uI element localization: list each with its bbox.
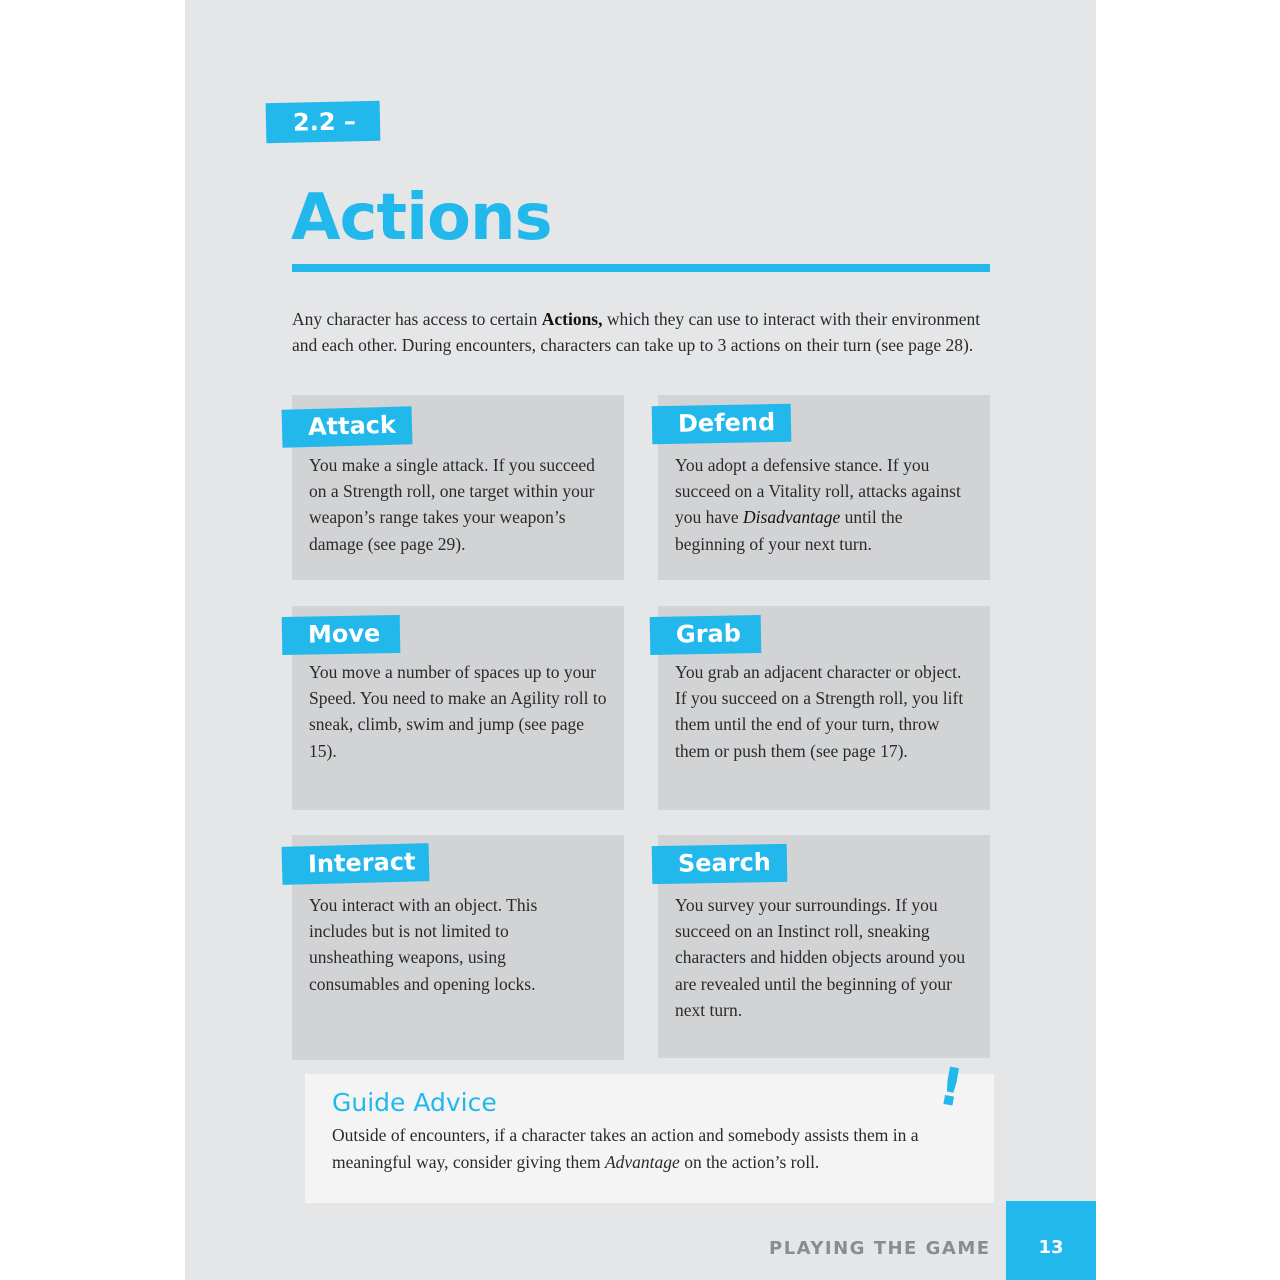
action-card-text bbox=[675, 452, 975, 557]
title-underline bbox=[292, 264, 990, 272]
action-label: Move bbox=[307, 619, 381, 649]
action-card-text: You interact with an object. This includes but is not limited to unsheathing weapons, using consumables and opening locks. bbox=[309, 895, 538, 994]
guide-advice-italic-term: Advantage bbox=[604, 1152, 680, 1172]
action-label-tag-attack bbox=[282, 406, 413, 447]
action-label: Interact bbox=[307, 847, 416, 879]
guide-advice-text-start: Outside of encounters, if a character takes an action and somebody assists them in a meaningful way, consider giving them bbox=[332, 1125, 919, 1172]
action-label: Grab bbox=[675, 619, 742, 649]
action-card-text: You move a number of spaces up to your Speed. You need to make an Agility roll to sneak, climb, swim and jump (see page 15). bbox=[309, 662, 607, 761]
guide-advice-title: Guide Advice bbox=[332, 1088, 497, 1117]
action-label-tag-search bbox=[652, 844, 788, 884]
action-card-text: You grab an adjacent character or object. If you succeed on a Strength roll, you lift them until the end of your turn, throw them or push them (see page 17). bbox=[675, 662, 964, 761]
action-label-tag-defend bbox=[652, 404, 792, 444]
intro-text-end: which they can use to interact with their environment and each other. During encounters, characters can take up to 3 actions on their turn (see page 28). bbox=[292, 309, 981, 355]
action-card-italic-term: Disadvantage bbox=[743, 507, 841, 528]
action-card-text: You survey your surroundings. If you succeed on an Instinct roll, sneaking characters and hidden objects around you are revealed until the beginning of your next turn. bbox=[675, 895, 966, 1020]
action-label: Defend bbox=[677, 408, 776, 438]
exclamation-icon: ! bbox=[933, 1056, 968, 1120]
intro-paragraph bbox=[292, 306, 992, 358]
guide-advice-box bbox=[305, 1074, 994, 1203]
action-label-tag-interact bbox=[282, 843, 430, 885]
action-card-text-start: You adopt a defensive stance. If you succeed on a Vitality roll, attacks against you have bbox=[675, 455, 961, 528]
intro-text-start: Any character has access to certain bbox=[292, 309, 542, 329]
action-card-text-end: until the beginning of your next turn. bbox=[675, 507, 903, 554]
section-number-tag bbox=[266, 101, 381, 143]
page-number: 13 bbox=[1038, 1237, 1064, 1258]
page-number-box bbox=[1006, 1201, 1096, 1280]
page-title: Actions bbox=[291, 181, 552, 255]
guide-advice-text-end: on the action’s roll. bbox=[679, 1152, 820, 1172]
action-label: Attack bbox=[307, 410, 397, 442]
action-label-tag-move bbox=[282, 615, 401, 655]
action-card-text: You make a single attack. If you succeed on a Strength roll, one target within your weapon’s range takes your weapon’s damage (see page 29). bbox=[309, 455, 595, 554]
chapter-footer: PLAYING THE GAME bbox=[769, 1238, 991, 1259]
intro-bold-term: Actions, bbox=[541, 309, 603, 329]
section-number: 2.2 – bbox=[292, 107, 357, 137]
guide-advice-text bbox=[332, 1122, 972, 1176]
action-label: Search bbox=[677, 848, 772, 878]
action-label-tag-grab bbox=[650, 615, 762, 655]
